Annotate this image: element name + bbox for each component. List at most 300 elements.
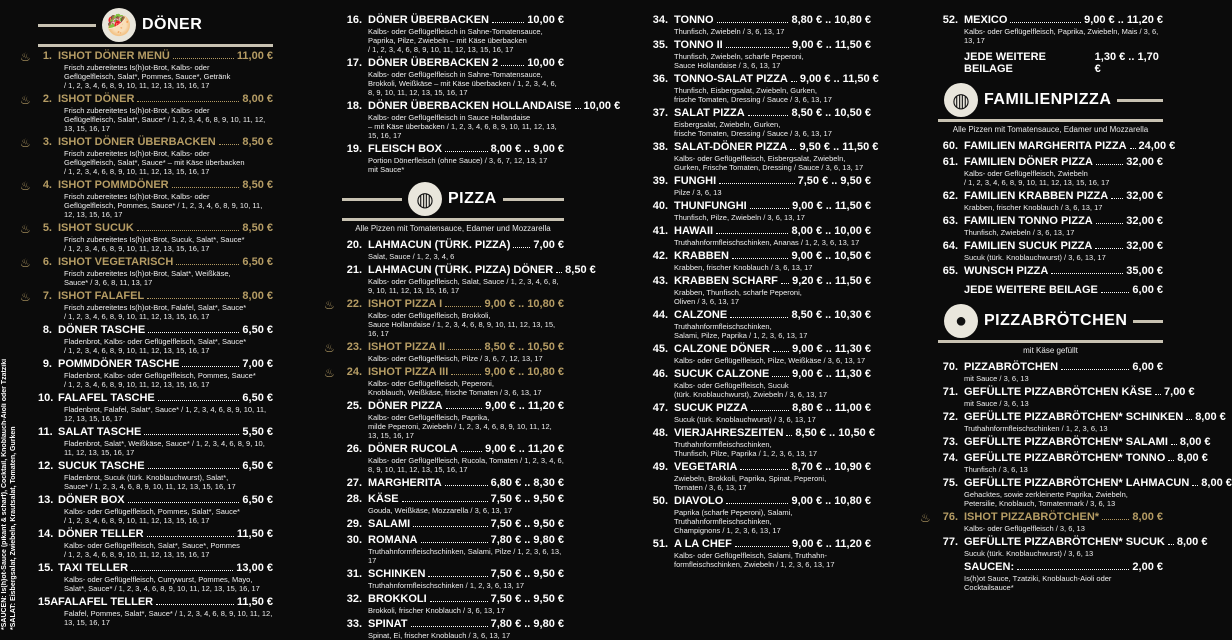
item-price: 7,50 € .. 9,50 € xyxy=(490,568,564,580)
item-number: 25. xyxy=(346,400,362,412)
item-description: Frisch zubereitetes Is(h)ot-Brot, Sucuk, Salat*, Sauce* xyxy=(64,235,245,244)
item-number: 77. xyxy=(942,536,958,548)
item-price: 8,50 € .. 10,50 € xyxy=(484,341,564,353)
item-description: Truthahnformfleischschinken, xyxy=(674,322,772,331)
item-price: 8,50 € xyxy=(242,222,273,234)
menu-item xyxy=(20,290,273,321)
item-price: 8,00 € .. 9,00 € xyxy=(490,143,564,155)
item-description: Geflügelfleisch, Salat*, Sauce* – mit Käse überbacken xyxy=(64,158,245,167)
item-description: Kalbs- oder Geflügelfleisch, Salat, Sauce / 1, 2, 3, 4, 6, 8, 9, 10, 11, 12, 13, 15, 16, 17 xyxy=(368,277,559,295)
item-description: Thunfisch, Zwiebeln, scharfe Peperoni, xyxy=(674,52,804,61)
item-name: WUNSCH PIZZA xyxy=(964,265,1049,277)
item-price: 9,00 € .. 11,20 € xyxy=(485,400,564,412)
flame-icon: ♨ xyxy=(20,136,31,150)
item-description: Kalbs- oder Geflügelfleisch in Sahne-Tomatensauce, xyxy=(368,27,543,36)
item-name: ISHOT PIZZA II xyxy=(368,341,446,353)
item-price: 10,00 € xyxy=(527,57,564,69)
item-description: Geflügelfleisch, Salat*, Pommes, Sauce*, Getränk xyxy=(64,72,231,81)
item-number: 71. xyxy=(942,386,958,398)
item-name: KRABBEN SCHARF xyxy=(674,275,778,287)
item-number: 2. xyxy=(42,93,52,105)
item-name: MARGHERITA xyxy=(368,477,442,489)
item-description: frische Tomaten, Dressing / Sauce / 3, 6, 13, 17 xyxy=(674,129,832,138)
item-number: 75. xyxy=(942,477,958,489)
item-number: 50. xyxy=(652,495,668,507)
menu-item xyxy=(648,141,879,172)
menu-item xyxy=(648,368,871,399)
item-description: Krabben, frischer Knoblauch / 3, 6, 13, 17 xyxy=(674,263,813,272)
item-description: Fladenbrot, Salat*, Weißkäse, Sauce* / 1, 2, 3, 4, 6, 8, 9, 10, 11, 12, 13, 15, 16, 17 xyxy=(64,439,265,457)
menu-item xyxy=(20,222,273,253)
item-number: 11. xyxy=(38,426,53,438)
item-number: 18. xyxy=(346,100,362,112)
familien-section-title: FAMILIENPIZZA xyxy=(984,91,1112,108)
item-price: 6,50 € xyxy=(242,392,273,404)
item-description: / 1, 2, 3, 4, 6, 8, 9, 10, 11, 12, 13, 15, 16, 17 xyxy=(368,45,514,54)
item-number: 64. xyxy=(942,240,958,252)
item-price: 32,00 € xyxy=(1126,240,1163,252)
pizza-icon: ◍ xyxy=(408,182,442,216)
menu-item xyxy=(938,240,1163,262)
menu-item xyxy=(342,57,564,97)
item-name: SALAT PIZZA xyxy=(674,107,745,119)
item-price: 8,00 € xyxy=(1201,477,1232,489)
menu-item xyxy=(38,358,273,389)
item-description: Kalbs- oder Geflügelfleisch, Eisbergsalat, Zwiebeln, xyxy=(674,154,846,163)
item-name: KÄSE xyxy=(368,493,399,505)
item-number: 29. xyxy=(346,518,362,530)
item-description: Pilze / 3, 6, 13 xyxy=(674,188,722,197)
pizza-section-note: Alle Pizzen mit Tomatensauce, Edamer und Mozzarella xyxy=(355,224,551,233)
item-name: VIERJAHRESZEITEN xyxy=(674,427,784,439)
saucen-item: SAUCEN: 2,00 € Is(h)ot Sauce, Tzatziki, Knoblauch-Aioli oder Cocktailsauce* xyxy=(964,561,1163,592)
menu-item xyxy=(324,366,564,397)
item-description: Gehacktes, sowie zerkleinerte Paprika, Zwiebeln, xyxy=(964,490,1128,499)
item-description: Brokkoli, frischer Knoblauch / 3, 6, 13, 17 xyxy=(368,606,505,615)
item-name: FAMILIEN TONNO PIZZA xyxy=(964,215,1093,227)
item-number: 42. xyxy=(652,250,668,262)
broetchen-section-note: mit Käse gefüllt xyxy=(1023,346,1078,355)
item-number: 40. xyxy=(652,200,668,212)
menu-item xyxy=(938,140,1176,153)
item-number: 74. xyxy=(942,452,958,464)
item-price: 7,00 € xyxy=(242,358,273,370)
item-description: / 1, 2, 3, 4, 6, 8, 9, 10, 11, 12, 13, 15, 16, 17 xyxy=(64,550,210,559)
item-number: 41. xyxy=(652,225,668,237)
item-number: 8. xyxy=(42,324,52,336)
item-number: 31. xyxy=(346,568,362,580)
menu-item xyxy=(20,179,273,219)
item-price: 7,50 € .. 9,50 € xyxy=(490,493,564,505)
menu-item xyxy=(648,343,871,365)
item-description: Kalbs- oder Geflügelfleisch, Salat*, Sauce*, Pommes xyxy=(64,541,240,550)
item-description: Thunfisch, Pilze, Paprika / 1, 2, 3, 6, 13, 17 xyxy=(674,449,817,458)
item-price: 11,50 € xyxy=(236,596,273,608)
item-description: Kalbs- oder Geflügelfleisch, Currywurst, Pommes, Mayo, xyxy=(64,575,253,584)
item-name: SUCUK TASCHE xyxy=(58,460,145,472)
menu-item xyxy=(38,460,273,491)
item-description: Frisch zubereitetes Is(h)ot-Brot, Kalbs- oder xyxy=(64,106,210,115)
item-number: 48. xyxy=(652,427,668,439)
item-name: ISHOT PIZZABRÖTCHEN* xyxy=(964,511,1100,523)
item-description: Sucuk (türk. Knoblauchwurst) / 3, 6, 13, 17 xyxy=(674,415,816,424)
item-name: ISHOT DÖNER MENÜ xyxy=(58,50,170,62)
item-number: 49. xyxy=(652,461,668,473)
item-number: 51. xyxy=(652,538,668,550)
item-price: 8,50 € .. 10,50 € xyxy=(791,107,871,119)
flame-icon: ♨ xyxy=(20,256,31,270)
item-price: 8,00 € xyxy=(1132,511,1163,523)
side-note-saucen: *SAUCEN: Is(h)ot-Sauce (pikant & scharf), Cocktail, Knoblauch-Aioli oder Tzatziki xyxy=(1,358,8,630)
item-name: DÖNER TASCHE xyxy=(58,324,146,336)
item-description: Sauce* / 3, 6, 8, 11, 13, 17 xyxy=(64,278,153,287)
menu-item xyxy=(938,452,1208,474)
item-price: 9,00 € .. 11,30 € xyxy=(792,343,871,355)
flame-icon: ♨ xyxy=(20,93,31,107)
item-description: Paprika (scharfe Peperoni), Salami, xyxy=(674,508,793,517)
menu-item xyxy=(648,225,871,247)
flame-icon: ♨ xyxy=(20,222,31,236)
item-description: Thunfisch, Pilze, Zwiebeln / 3, 6, 13, 17 xyxy=(674,213,805,222)
item-name: GEFÜLLTE PIZZABRÖTCHEN* SCHINKEN xyxy=(964,411,1184,423)
menu-item xyxy=(20,136,273,176)
item-price: 6,80 € .. 8,30 € xyxy=(490,477,564,489)
broetchen-list xyxy=(920,361,1232,558)
mexico-list xyxy=(938,14,1163,45)
menu-item xyxy=(342,618,564,640)
item-description: formfleischschinken, Zwiebeln / 1, 2, 3, 6, 13, 17 xyxy=(674,560,835,569)
menu-item xyxy=(342,518,564,531)
menu-item xyxy=(342,534,564,565)
item-number: 27. xyxy=(346,477,362,489)
menu-item xyxy=(38,324,273,355)
item-description: Truthahnformfleischschinken / 1, 2, 3, 6, 13 xyxy=(964,424,1108,433)
item-description: Truthahnformfleischschinken, Salami, Pilze / 1, 2, 3, 6, 13, 17 xyxy=(368,547,562,565)
item-description: Tomaten / 3, 6, 13, 17 xyxy=(674,483,747,492)
menu-item xyxy=(20,256,273,287)
broetchen-section-header xyxy=(938,304,1163,338)
item-number: 26. xyxy=(346,443,362,455)
item-name: FUNGHI xyxy=(674,175,717,187)
menu-item xyxy=(648,309,871,340)
item-name: TONNO-SALAT PIZZA xyxy=(674,73,788,85)
item-number: 33. xyxy=(346,618,362,630)
item-price: 9,00 € .. 10,80 € xyxy=(484,366,564,378)
item-description: Falafel, Pommes, Salat*, Sauce* / 1, 2, 3, 4, 6, 8, 9, 10, 11, 12, 13, 15, 16, 17 xyxy=(64,609,273,627)
item-number: 37. xyxy=(652,107,668,119)
item-description: milde Peperoni, Zwiebeln / 1, 2, 3, 4, 6, 8, 9, 10, 11, 12, 13, 15, 16, 17 xyxy=(368,422,552,440)
item-name: LAHMACUN (TÜRK. PIZZA) xyxy=(368,239,511,251)
menu-item xyxy=(342,568,564,590)
item-name: GEFÜLLTE PIZZABRÖTCHEN* LAHMACUN xyxy=(964,477,1190,489)
item-description: / 1, 2, 3, 4, 6, 8, 9, 10, 11, 12, 13, 15, 16, 17 xyxy=(964,178,1110,187)
item-number: 16. xyxy=(346,14,362,26)
item-number: 34. xyxy=(652,14,668,26)
ueberbacken-list xyxy=(342,14,621,174)
menu-item xyxy=(938,14,1163,45)
flame-icon: ♨ xyxy=(20,179,31,193)
item-number: 43. xyxy=(652,275,668,287)
item-description: Kalbs- oder Geflügelfleisch, Brokkoli, xyxy=(368,311,491,320)
item-number: 23. xyxy=(346,341,362,353)
doener-section-title: DÖNER xyxy=(142,16,203,33)
item-name: DÖNER PIZZA xyxy=(368,400,443,412)
item-number: 1. xyxy=(42,50,52,62)
menu-item xyxy=(648,275,871,306)
item-price: 7,50 € .. 9,50 € xyxy=(490,518,564,530)
item-price: 9,00 € .. 11,30 € xyxy=(792,368,871,380)
item-name: FAMILIEN KRABBEN PIZZA xyxy=(964,190,1109,202)
item-price: 8,00 € xyxy=(1179,436,1211,448)
item-name: POMMDÖNER TASCHE xyxy=(58,358,180,370)
item-number: 38. xyxy=(652,141,668,153)
item-number: 17. xyxy=(346,57,362,69)
item-number: 52. xyxy=(942,14,958,26)
item-description: Sauce* / 1, 2, 3, 4, 6, 8, 9, 10, 11, 12, 13, 15, 16, 17 xyxy=(64,482,236,491)
item-number: 7. xyxy=(42,290,52,302)
item-price: 7,80 € .. 9,80 € xyxy=(490,618,564,630)
item-name: BROKKOLI xyxy=(368,593,427,605)
doener-icon: 🥙 xyxy=(102,8,136,42)
menu-item xyxy=(342,400,564,440)
item-number: 46. xyxy=(652,368,668,380)
pizza-column-2 xyxy=(648,0,879,634)
familien-column xyxy=(920,0,1232,634)
item-name: FAMILIEN DÖNER PIZZA xyxy=(964,156,1093,168)
item-price: 7,00 € xyxy=(1164,386,1195,398)
item-description: Kalbs- oder Geflügelfleisch, Peperoni, xyxy=(368,379,494,388)
item-description: / 1, 2, 3, 4, 6, 8, 9, 10, 11, 12, 13, 15, 16, 17 xyxy=(64,81,210,90)
item-name: ISHOT DÖNER xyxy=(58,93,135,105)
item-price: 8,50 € .. 10,30 € xyxy=(791,309,871,321)
item-description: Thunfisch, Zwiebeln / 3, 6, 13, 17 xyxy=(674,27,785,36)
item-name: SPINAT xyxy=(368,618,408,630)
item-description: Kalbs- oder Geflügelfleisch, Rucola, Tomaten / 1, 2, 3, 4, 6, 8, 9, 10, 11, 12, 13, 15, 16, 17 xyxy=(368,456,564,474)
item-number: 32. xyxy=(346,593,362,605)
item-description: mit Sauce / 3, 6, 13 xyxy=(964,374,1029,383)
item-description: Fladenbrot, Kalbs- oder Geflügelfleisch, Pommes, Sauce* xyxy=(64,371,256,380)
item-price: 9,00 € .. 11,50 € xyxy=(792,200,871,212)
item-description: Brokkoli, Weißkäse – mit Käse überbacken / 1, 2, 3, 4, 6, 8, 9, 10, 11, 12, 13, 15, 16, 17 xyxy=(368,79,557,97)
menu-item xyxy=(342,493,564,515)
item-description: Kalbs- oder Geflügelfleisch / 3, 6, 13 xyxy=(964,524,1085,533)
menu-item xyxy=(648,250,871,272)
item-price: 8,00 € xyxy=(1195,411,1226,423)
item-description: (türk. Knoblauchwurst), Zwiebeln / 3, 6, 13, 17 xyxy=(674,390,827,399)
item-name: DÖNER ÜBERBACKEN 2 xyxy=(368,57,499,69)
item-description: / 1, 2, 3, 4, 6, 8, 9, 10, 11, 12, 13, 15, 16, 17 xyxy=(64,346,210,355)
menu-item xyxy=(38,596,273,627)
item-price: 5,50 € xyxy=(242,426,273,438)
pizza-section-title: PIZZA xyxy=(448,190,497,207)
item-name: GEFÜLLTE PIZZABRÖTCHEN* TONNO xyxy=(964,452,1166,464)
item-name: LAHMACUN (TÜRK. PIZZA) DÖNER xyxy=(368,264,554,276)
item-description: Kalbs- oder Geflügelfleisch in Sauce Hollandaise xyxy=(368,113,531,122)
item-price: 11,50 € xyxy=(236,528,273,540)
item-name: ISHOT PIZZA III xyxy=(368,366,449,378)
item-description: Salat, Sauce / 1, 2, 3, 4, 6 xyxy=(368,252,455,261)
item-number: 30. xyxy=(346,534,362,546)
item-description: Thunfisch, Zwiebeln / 3, 6, 13, 17 xyxy=(964,228,1075,237)
item-name: ISHOT POMMDÖNER xyxy=(58,179,169,191)
item-number: 63. xyxy=(942,215,958,227)
item-description: Krabben, Thunfisch, scharfe Peperoni, xyxy=(674,288,802,297)
item-number: 35. xyxy=(652,39,668,51)
item-description: Knoblauch, Weißkäse, frische Tomaten / 3, 6, 13, 17 xyxy=(368,388,542,397)
item-description: / 1, 2, 3, 4, 6, 8, 9, 10, 11, 12, 13, 15, 16, 17 xyxy=(64,244,210,253)
pizza-list xyxy=(324,239,596,640)
item-description: Sucuk (türk. Knoblauchwurst) / 3, 6, 13 xyxy=(964,549,1094,558)
item-description: Gouda, Weißkäse, Mozzarella / 3, 6, 13, 17 xyxy=(368,506,513,515)
item-number: 24. xyxy=(346,366,362,378)
menu-item xyxy=(324,341,564,363)
menu-item xyxy=(938,436,1211,449)
item-description: Salami, Pilze, Paprika / 1, 2, 3, 6, 13, 17 xyxy=(674,331,808,340)
item-description: Sucuk (türk. Knoblauchwurst) / 3, 6, 13, 17 xyxy=(964,253,1106,262)
item-number: 47. xyxy=(652,402,668,414)
item-number: 3. xyxy=(42,136,52,148)
menu-item xyxy=(342,264,596,295)
item-description: Truthahnformfleischschinken, xyxy=(674,440,772,449)
item-price: 9,00 € .. 11,20 € xyxy=(1084,14,1163,26)
menu-item xyxy=(38,494,273,525)
item-price: 32,00 € xyxy=(1126,215,1163,227)
side-note xyxy=(0,330,30,630)
item-price: 11,00 € xyxy=(236,50,273,62)
item-price: 8,00 € xyxy=(1176,536,1208,548)
item-number: 19. xyxy=(346,143,362,155)
item-description: / 1, 2, 3, 4, 6, 8, 9, 10, 11, 12, 13, 15, 16, 17 xyxy=(64,312,210,321)
pizza-column xyxy=(324,0,621,640)
item-name: VEGETARIA xyxy=(674,461,738,473)
item-number: 12. xyxy=(38,460,54,472)
item-number: 21. xyxy=(346,264,362,276)
item-name: FAMILIEN MARGHERITA PIZZA xyxy=(964,140,1127,152)
item-description: Zwiebeln, Brokkoli, Paprika, Spinat, Peperoni, xyxy=(674,474,827,483)
item-name: DÖNER TELLER xyxy=(58,528,144,540)
item-description: Kalbs- oder Geflügelfleisch in Sahne-Tomatensauce, xyxy=(368,70,543,79)
menu-item xyxy=(342,593,564,615)
item-description: Truthahnformfleischschinken / 1, 2, 3, 6, 13, 17 xyxy=(368,581,525,590)
item-number: 61. xyxy=(942,156,958,168)
menu-item xyxy=(920,511,1163,533)
item-price: 9,00 € .. 11,50 € xyxy=(799,73,879,85)
familien-list xyxy=(938,140,1176,278)
item-number: 44. xyxy=(652,309,668,321)
item-price: 7,80 € .. 9,80 € xyxy=(490,534,564,546)
flame-icon: ♨ xyxy=(920,511,931,525)
item-name: ISHOT PIZZA I xyxy=(368,298,443,310)
item-name: DIAVOLO xyxy=(674,495,724,507)
menu-item xyxy=(38,562,273,593)
item-number: 60. xyxy=(942,140,958,152)
item-description: Thunfisch / 3, 6, 13 xyxy=(964,465,1028,474)
pizza-section-header xyxy=(342,182,564,216)
menu-item xyxy=(938,536,1208,558)
item-description: Petersilie, Knoblauch, Tomatenmark / 3, 6, 13 xyxy=(964,499,1116,508)
item-name: TONNO xyxy=(674,14,714,26)
item-price: 9,00 € .. 11,20 € xyxy=(485,443,564,455)
item-name: GEFÜLLTE PIZZABRÖTCHEN* SUCUK xyxy=(964,536,1165,548)
item-description: Kalbs- oder Geflügelfleisch, Sucuk xyxy=(674,381,789,390)
item-price: 8,00 € xyxy=(242,93,273,105)
item-description: Fladenbrot, Kalbs- oder Geflügelfleisch, Salat*, Sauce* xyxy=(64,337,247,346)
item-price: 35,00 € xyxy=(1126,265,1163,277)
item-name: GEFÜLLTE PIZZABRÖTCHEN KÄSE xyxy=(964,386,1153,398)
item-description: Paprika, Pilze, Zwiebeln – mit Käse überbacken xyxy=(368,36,527,45)
item-price: 9,00 € .. 11,20 € xyxy=(792,538,871,550)
menu-item xyxy=(38,426,273,457)
item-description: Spinat, Ei, frischer Knoblauch / 3, 6, 13, 17 xyxy=(368,631,511,640)
menu-item xyxy=(38,528,273,559)
item-price: 7,50 € .. 9,50 € xyxy=(490,593,564,605)
item-name: DÖNER RUCOLA xyxy=(368,443,458,455)
flame-icon: ♨ xyxy=(20,290,31,304)
side-note-salat: *SALAT: Eisbergsalat, Zwiebeln, Krautsalat, Tomaten, Gurken xyxy=(10,426,17,630)
item-number: 72. xyxy=(942,411,958,423)
item-name: GEFÜLLTE PIZZABRÖTCHEN* SALAMI xyxy=(964,436,1168,448)
item-price: 8,70 € .. 10,90 € xyxy=(791,461,871,473)
item-description: Kalbs- oder Geflügelfleisch, Pilze / 3, 6, 7, 12, 13, 17 xyxy=(368,354,543,363)
item-name: HAWAII xyxy=(674,225,714,237)
item-name: ISHOT FALAFEL xyxy=(58,290,145,302)
item-price: 8,50 € xyxy=(565,264,596,276)
item-price: 6,50 € xyxy=(242,256,273,268)
menu-item xyxy=(938,411,1226,433)
item-name: MEXICO xyxy=(964,14,1008,26)
menu-item xyxy=(648,39,871,70)
item-price: 6,00 € xyxy=(1132,361,1163,373)
familien-section-header xyxy=(938,83,1163,117)
extra-beilage: JEDE WEITERE BEILAGE 1,30 € .. 1,70 € xyxy=(964,51,1159,75)
item-number: 9. xyxy=(42,358,52,370)
item-price: 8,50 € .. 10,50 € xyxy=(795,427,875,439)
item-name: SUCUK CALZONE xyxy=(674,368,770,380)
menu-item xyxy=(648,73,879,104)
item-name: ISHOT DÖNER ÜBERBACKEN xyxy=(58,136,216,148)
menu-item xyxy=(20,93,273,133)
item-name: CALZONE DÖNER xyxy=(674,343,770,355)
item-name: FALAFEL TELLER xyxy=(58,596,154,608)
menu-item xyxy=(938,361,1163,383)
item-price: 32,00 € xyxy=(1126,190,1163,202)
item-description: frische Tomaten, Dressing / Sauce / 3, 6, 13, 17 xyxy=(674,95,832,104)
item-price: 13,00 € xyxy=(236,562,273,574)
item-description: / 1, 2, 3, 4, 6, 8, 9, 10, 11, 12, 13, 15, 16, 17 xyxy=(64,516,210,525)
item-name: DÖNER BOX xyxy=(58,494,125,506)
item-description: Fladenbrot, Sucuk (türk. Knoblauchwurst), Salat*, xyxy=(64,473,229,482)
item-name: PIZZABRÖTCHEN xyxy=(964,361,1059,373)
item-number: 45. xyxy=(652,343,668,355)
item-description: Kalbs- oder Geflügelfleisch, Paprika, xyxy=(368,413,490,422)
item-name: DÖNER ÜBERBACKEN HOLLANDAISE xyxy=(368,100,572,112)
item-price: 9,50 € .. 11,50 € xyxy=(799,141,879,153)
menu-item xyxy=(324,298,564,338)
item-description: Gurken, Frische Tomaten, Dressing / Sauce / 3, 6, 13, 17 xyxy=(674,163,864,172)
item-description: – mit Käse überbacken / 1, 2, 3, 4, 6, 8, 9, 10, 11, 12, 13, 15, 16, 17 xyxy=(368,122,557,140)
item-name: FAMILIEN SUCUK PIZZA xyxy=(964,240,1093,252)
item-price: 6,50 € xyxy=(242,494,273,506)
menu-item xyxy=(648,402,871,424)
menu-item xyxy=(648,538,871,569)
menu-item xyxy=(342,477,564,490)
item-name: ROMANA xyxy=(368,534,418,546)
item-description: Geflügelfleisch, Salat*, Sauce* / 1, 2, 3, 4, 6, 8, 9, 10, 11, 12, 13, 15, 16, 17 xyxy=(64,115,266,133)
menu-item xyxy=(938,477,1232,508)
item-name: FALAFEL TASCHE xyxy=(58,392,155,404)
item-description: Champignons / 1, 2, 3, 6, 13, 17 xyxy=(674,526,781,535)
item-name: A LA CHEF xyxy=(674,538,732,550)
